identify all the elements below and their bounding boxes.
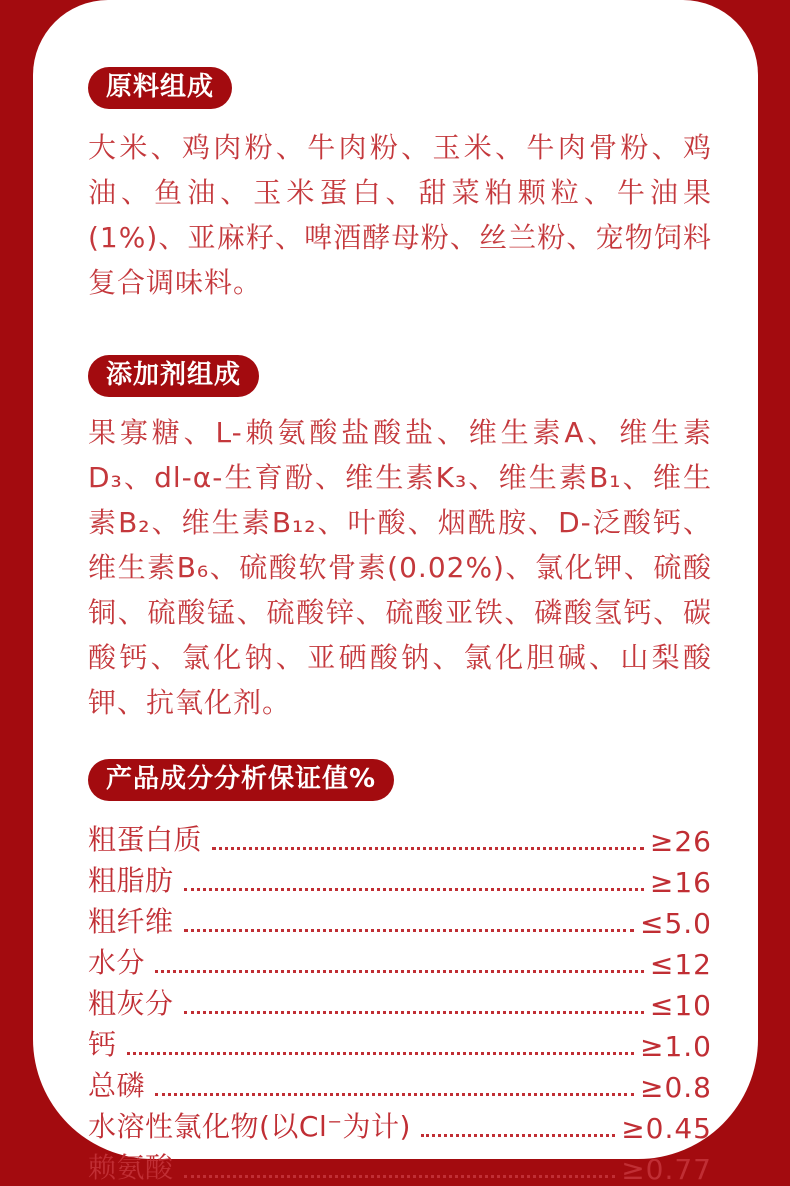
row-value: ≥0.8 [640, 1071, 712, 1104]
table-row [88, 1145, 712, 1186]
table-row [88, 1104, 712, 1145]
row-label: 钙 [88, 1028, 117, 1061]
row-label: 粗纤维 [88, 905, 174, 938]
row-label: 粗灰分 [88, 987, 174, 1020]
dot-leader [184, 1175, 616, 1178]
ingredients-text: 大米、鸡肉粉、牛肉粉、玉米、牛肉骨粉、鸡油、鱼油、玉米蛋白、甜菜粕颗粒、牛油果(1%)、亚麻籽、啤酒酵母粉、丝兰粉、宠物饲料复合调味料。 [88, 131, 712, 299]
table-row [88, 981, 712, 1022]
content-panel [33, 0, 758, 1186]
section-additives [88, 305, 712, 725]
row-label: 赖氨酸 [88, 1151, 174, 1184]
dot-leader [155, 1093, 634, 1096]
dot-leader [212, 847, 644, 850]
row-value: ≥1.0 [640, 1030, 712, 1063]
ingredients-badge: 原料组成 [88, 67, 232, 109]
analysis-badge: 产品成分分析保证值% [88, 759, 394, 801]
row-label: 总磷 [88, 1069, 146, 1102]
row-value: ≤5.0 [640, 907, 712, 940]
dot-leader [184, 1011, 644, 1014]
row-label: 粗蛋白质 [88, 823, 203, 856]
row-value: ≥0.77 [621, 1153, 712, 1186]
dot-leader [421, 1134, 615, 1137]
dot-leader [184, 888, 644, 891]
dot-leader [127, 1052, 634, 1055]
dot-leader [184, 929, 634, 932]
row-label: 粗脂肪 [88, 864, 174, 897]
additives-badge: 添加剂组成 [88, 355, 259, 397]
row-value: ≥26 [649, 825, 712, 858]
row-value: ≤10 [649, 989, 712, 1022]
row-value: ≥0.45 [621, 1112, 712, 1145]
section-analysis [88, 725, 712, 1186]
row-value: ≤12 [649, 948, 712, 981]
table-row [88, 858, 712, 899]
table-row [88, 817, 712, 858]
additives-text: 果寡糖、L-赖氨酸盐酸盐、维生素A、维生素D₃、dl-α-生育酚、维生素K₃、维生素B₁、维生素B₂、维生素B₁₂、叶酸、烟酰胺、D-泛酸钙、维生素B₆、硫酸软骨素(0.02%)、氯化钾、硫酸铜、硫酸锰、硫酸锌、硫酸亚铁、磷酸氢钙、碳酸钙、氯化钠、亚硒酸钠、氯化胆碱、山梨酸钾、抗氧化剂。 [88, 416, 712, 719]
table-row [88, 1022, 712, 1063]
row-value: ≥16 [649, 866, 712, 899]
table-row [88, 899, 712, 940]
guarantee-table [88, 817, 712, 1186]
row-label: 水溶性氯化物(以Cl⁻为计) [88, 1110, 411, 1143]
row-label: 水分 [88, 946, 146, 979]
table-row [88, 1063, 712, 1104]
dot-leader [155, 970, 644, 973]
section-ingredients [88, 67, 712, 305]
table-row [88, 940, 712, 981]
